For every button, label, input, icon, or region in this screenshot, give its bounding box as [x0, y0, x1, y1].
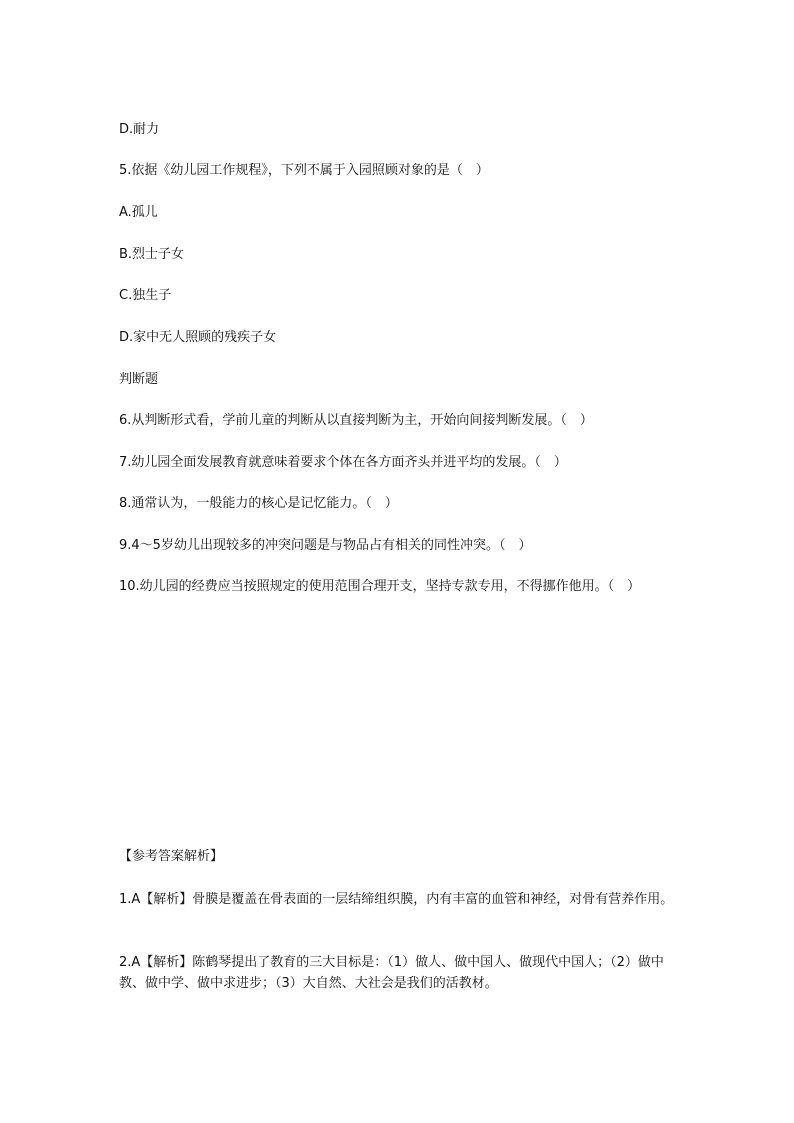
- answer-2: 2.A【解析】陈鹤琴提出了教育的三大目标是：（1）做人、做中国人、做现代中国人；（2）做中教、做中学、做中求进步；（3）大自然、大社会是我们的活教材。: [119, 955, 664, 991]
- answers-heading: 【参考答案解析】: [119, 849, 224, 864]
- question-9: 9.4～5岁幼儿出现较多的冲突问题是与物品占有相关的同性冲突。（ ）: [119, 538, 532, 553]
- option-d-q4: D.耐力: [119, 122, 160, 137]
- option-d-q5: D.家中无人照顾的残疾子女: [119, 330, 277, 345]
- question-10: 10.幼儿园的经费应当按照规定的使用范围合理开支，坚持专款专用，不得挪作他用。（ ）: [119, 579, 641, 594]
- question-5: 5.依据《幼儿园工作规程》，下列不属于入园照顾对象的是（ ）: [119, 163, 489, 178]
- option-b-q5: B.烈士子女: [119, 247, 185, 262]
- option-a-q5: A.孤儿: [119, 205, 158, 220]
- question-7: 7.幼儿园全面发展教育就意味着要求个体在各方面齐头并进平均的发展。（ ）: [119, 455, 567, 470]
- option-c-q5: C.独生子: [119, 288, 172, 303]
- answer-1: 1.A【解析】骨膜是覆盖在骨表面的一层结缔组织膜，内有丰富的血管和神经，对骨有营养作用。: [119, 892, 674, 907]
- question-6: 6.从判断形式看，学前儿童的判断从以直接判断为主，开始向间接判断发展。（ ）: [119, 413, 593, 428]
- question-8: 8.通常认为，一般能力的核心是记忆能力。（ ）: [119, 496, 398, 511]
- section-heading-judgment: 判断题: [119, 372, 159, 387]
